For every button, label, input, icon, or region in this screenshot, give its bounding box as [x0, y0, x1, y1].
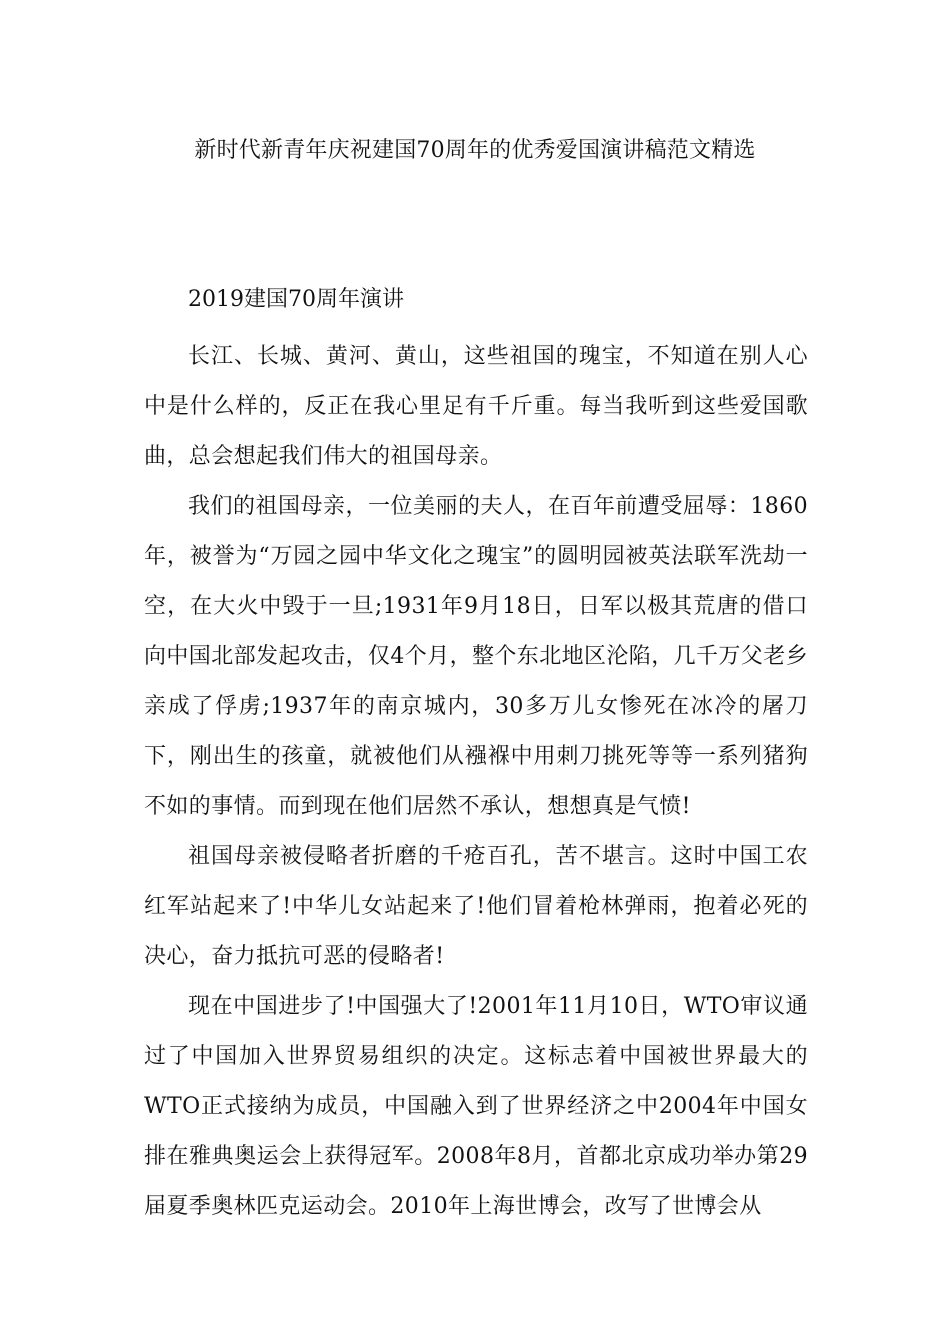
section-heading: 2019建国70周年演讲	[188, 287, 404, 312]
document-title: 新时代新青年庆祝建国70周年的优秀爱国演讲稿范文精选	[194, 138, 756, 163]
paragraph-3: 祖国母亲被侵略者折磨的千疮百孔，苦不堪言。这时中国工农红军站起来了!中华儿女站起来了!他们冒着枪林弹雨，抱着必死的决心，奋力抵抗可恶的侵略者!	[144, 844, 808, 969]
paragraph-1: 长江、长城、黄河、黄山，这些祖国的瑰宝，不知道在别人心中是什么样的，反正在我心里足有千斤重。每当我听到这些爱国歌曲，总会想起我们伟大的祖国母亲。	[144, 344, 808, 469]
document-body	[144, 282, 808, 1232]
paragraph-4: 现在中国进步了!中国强大了!2001年11月10日，WTO审议通过了中国加入世界贸易组织的决定。这标志着中国被世界最大的WTO正式接纳为成员，中国融入到了世界经济之中2004年中国女排在雅典奥运会上获得冠军。2008年8月，首都北京成功举办第29届夏季奥林匹克运动会。2010年上海世博会，改写了世博会从	[144, 994, 808, 1219]
paragraph-2: 我们的祖国母亲，一位美丽的夫人，在百年前遭受屈辱：1860年，被誉为“万园之园中华文化之瑰宝”的圆明园被英法联军洗劫一空，在大火中毁于一旦;1931年9月18日，日军以极其荒唐的借口向中国北部发起攻击，仅4个月，整个东北地区沦陷，几千万父老乡亲成了俘虏;1937年的南京城内，30多万儿女惨死在冰冷的屠刀下，刚出生的孩童，就被他们从襁褓中用刺刀挑死等等一系列猪狗不如的事情。而到现在他们居然不承认，想想真是气愤!	[144, 494, 808, 819]
